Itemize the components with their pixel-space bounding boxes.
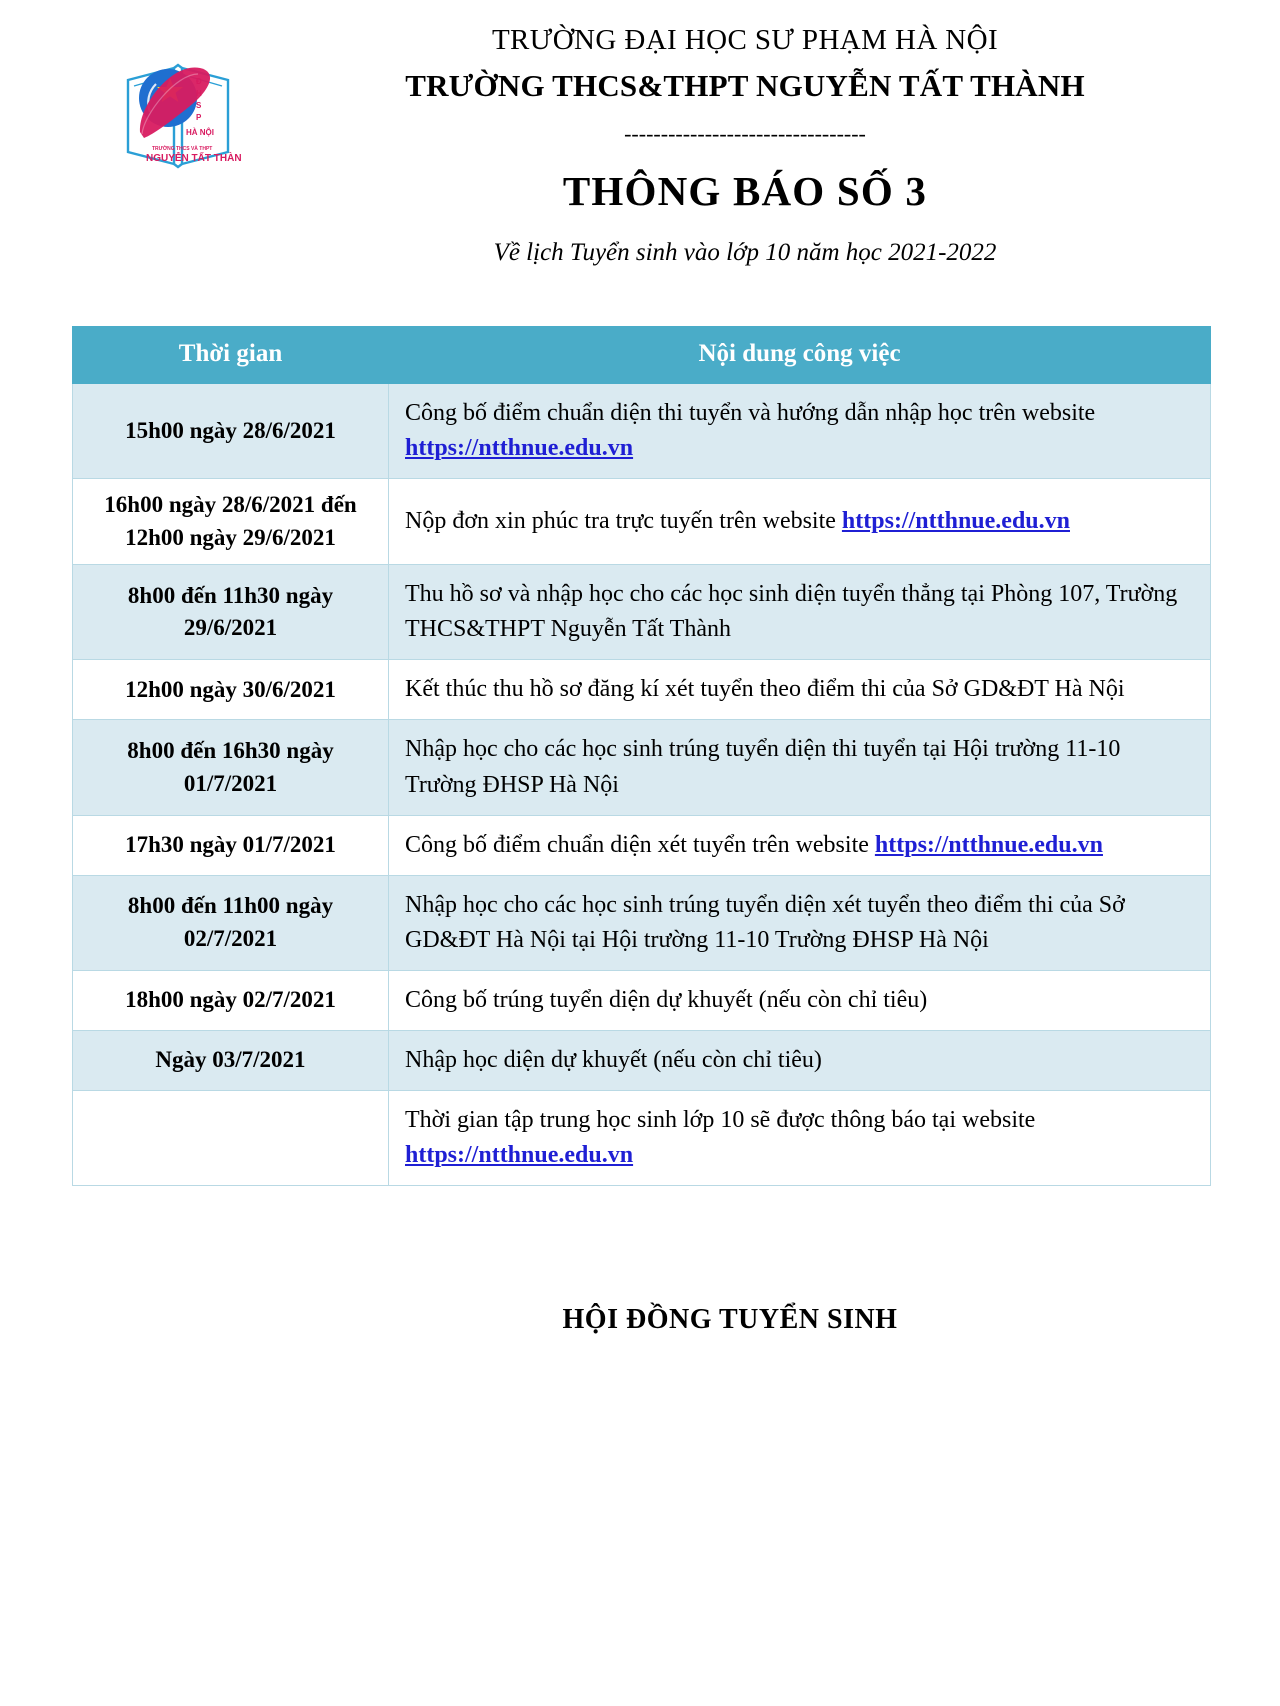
cell-content-text: Nhập học diện dự khuyết (nếu còn chỉ tiêu) xyxy=(405,1046,822,1073)
website-link[interactable]: https://ntthnue.edu.vn xyxy=(841,508,1070,535)
table-row xyxy=(73,815,1211,875)
table-row xyxy=(73,1090,1211,1185)
page-subtitle: Về lịch Tuyển sinh vào lớp 10 năm học 2021-2022 xyxy=(493,239,997,267)
schedule-table xyxy=(72,326,1211,1186)
cell-content-text: Nhập học cho các học sinh trúng tuyển diện xét tuyển theo điểm thi của Sở GD&ĐT Hà Nội tại Hội trường 11-10 Trường ĐHSP Hà Nội xyxy=(405,891,1125,953)
cell-time: 18h00 ngày 02/7/2021 xyxy=(73,970,389,1030)
svg-text:H: H xyxy=(196,89,202,98)
cell-content-text: Thời gian tập trung học sinh lớp 10 sẽ được thông báo tại website xyxy=(405,1106,1036,1133)
cell-content-text: Kết thúc thu hồ sơ đăng kí xét tuyển theo điểm thi của Sở GD&ĐT Hà Nội xyxy=(405,676,1125,703)
svg-text:HÀ NỘI: HÀ NỘI xyxy=(186,128,214,137)
cell-content xyxy=(389,1030,1211,1090)
university-name: TRƯỜNG ĐẠI HỌC SƯ PHẠM HÀ NỘI xyxy=(491,24,999,56)
cell-time: 8h00 đến 11h00 ngày 02/7/2021 xyxy=(73,875,389,970)
column-header-time: Thời gian xyxy=(73,327,389,384)
svg-text:NGUYỄN TẤT THÀNH: NGUYỄN TẤT THÀNH xyxy=(146,153,242,164)
svg-text:TRƯỜNG THCS VÀ THPT: TRƯỜNG THCS VÀ THPT xyxy=(152,146,213,152)
signature-line: HỘI ĐỒNG TUYỂN SINH xyxy=(562,1303,898,1335)
table-row xyxy=(73,479,1211,565)
cell-time: 8h00 đến 16h30 ngày 01/7/2021 xyxy=(73,720,389,815)
cell-content-text: Thu hồ sơ và nhập học cho các học sinh diện tuyển thẳng tại Phòng 107, Trường THCS&THPT Nguyễn Tất Thành xyxy=(405,581,1178,643)
table-row xyxy=(73,1030,1211,1090)
cell-content xyxy=(389,720,1211,815)
cell-content-text: Công bố trúng tuyển diện dự khuyết (nếu còn chỉ tiêu) xyxy=(405,986,928,1013)
table-header xyxy=(73,327,1211,384)
website-link[interactable]: https://ntthnue.edu.vn xyxy=(405,1141,634,1168)
table-row xyxy=(73,565,1211,660)
header-text-block xyxy=(262,22,1228,268)
table-row xyxy=(73,970,1211,1030)
cell-content-text: Công bố điểm chuẩn diện thi tuyển và hướng dẫn nhập học trên website xyxy=(405,400,1096,426)
cell-content xyxy=(389,875,1211,970)
svg-text:S: S xyxy=(196,101,202,110)
document-page xyxy=(52,0,1228,1336)
svg-text:P: P xyxy=(196,113,202,122)
table-row xyxy=(73,875,1211,970)
document-footer xyxy=(52,1304,1228,1336)
website-link[interactable]: https://ntthnue.edu.vn xyxy=(405,435,634,462)
cell-time: 12h00 ngày 30/6/2021 xyxy=(73,660,389,720)
table-body xyxy=(73,384,1211,1186)
document-header xyxy=(52,0,1228,300)
schedule-table-wrapper xyxy=(52,326,1228,1186)
svg-text:Đ: Đ xyxy=(196,77,202,86)
cell-time: Ngày 03/7/2021 xyxy=(73,1030,389,1090)
cell-time: 8h00 đến 11h30 ngày 29/6/2021 xyxy=(73,565,389,660)
cell-content-text: Nhập học cho các học sinh trúng tuyển diện thi tuyển tại Hội trường 11-10 Trường ĐHSP Hà Nội xyxy=(405,736,1121,798)
column-header-content: Nội dung công việc xyxy=(389,327,1211,384)
cell-content xyxy=(389,660,1211,720)
website-link[interactable]: https://ntthnue.edu.vn xyxy=(874,831,1103,858)
cell-content-text: Nộp đơn xin phúc tra trực tuyến trên website xyxy=(405,508,842,535)
school-logo xyxy=(114,28,242,188)
cell-time: 17h30 ngày 01/7/2021 xyxy=(73,815,389,875)
cell-content xyxy=(389,384,1211,479)
cell-content xyxy=(389,565,1211,660)
cell-content xyxy=(389,479,1211,565)
cell-time: 16h00 ngày 28/6/2021 đến 12h00 ngày 29/6/2021 xyxy=(73,479,389,565)
cell-time xyxy=(73,1090,389,1185)
table-row xyxy=(73,384,1211,479)
school-name: TRƯỜNG THCS&THPT NGUYỄN TẤT THÀNH xyxy=(405,68,1085,104)
table-row xyxy=(73,660,1211,720)
cell-time: 15h00 ngày 28/6/2021 xyxy=(73,384,389,479)
cell-content-text: Công bố điểm chuẩn diện xét tuyển trên website xyxy=(405,831,875,858)
cell-content xyxy=(389,970,1211,1030)
page-title: THÔNG BÁO SỐ 3 xyxy=(562,167,928,214)
table-row xyxy=(73,720,1211,815)
cell-content xyxy=(389,1090,1211,1185)
dashed-divider: --------------------------------- xyxy=(624,120,866,146)
table-header-row xyxy=(73,327,1211,384)
cell-content xyxy=(389,815,1211,875)
